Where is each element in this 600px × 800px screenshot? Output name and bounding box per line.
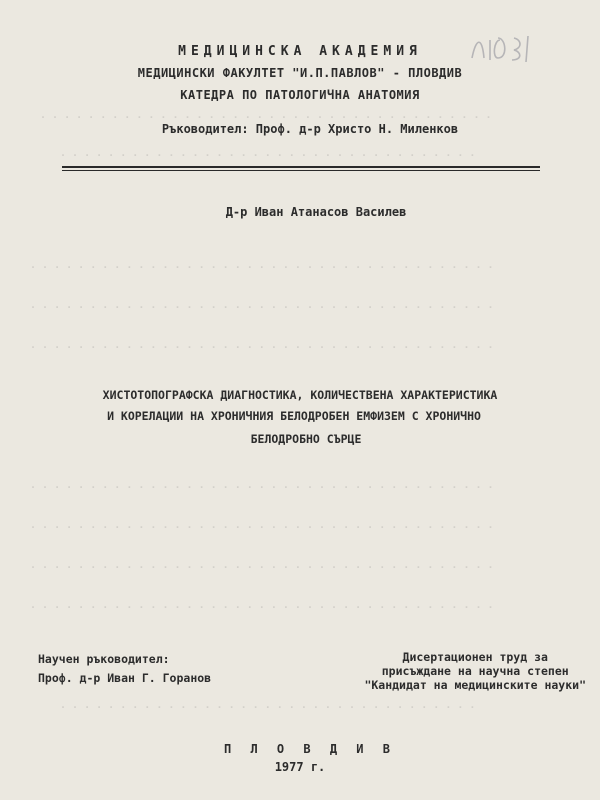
title-line-3: БЕЛОДРОБНО СЪРЦЕ: [250, 432, 362, 446]
title-line-2: И КОРЕЛАЦИИ НА ХРОНИЧНИЯ БЕЛОДРОБЕН ЕМФИЗЕМ С ХРОНИЧНО: [107, 409, 481, 423]
bleed-through-text: . . . . . . . . . . . . . . . . . . . . . . . . . . . . . . . . . . . . . . .: [30, 480, 494, 491]
bleed-through-text: . . . . . . . . . . . . . . . . . . . . . . . . . . . . . . . . . . . . . . .: [30, 520, 494, 531]
bleed-through-text: . . . . . . . . . . . . . . . . . . . . . . . . . . . . . . . . . . . . . . .: [30, 300, 494, 311]
scientific-supervisor: [38, 650, 211, 688]
bleed-through-text: . . . . . . . . . . . . . . . . . . . . . . . . . . . . . . . . . . . . . . .: [30, 560, 494, 571]
dissertation-note: [364, 650, 586, 692]
dissertation-line-2: присъждане на научна степен: [381, 664, 569, 678]
dissertation-line-3: "Кандидат на медицинските науки": [364, 678, 586, 692]
author-name: Д-р Иван Атанасов Василев: [225, 205, 407, 219]
academy-heading: МЕДИЦИНСКА АКАДЕМИЯ: [178, 44, 422, 59]
department-heading: КАТЕДРА ПО ПАТОЛОГИЧНА АНАТОМИЯ: [180, 88, 420, 102]
title-line-1: ХИСТОТОПОГРАФСКА ДИАГНОСТИКА, КОЛИЧЕСТВЕНА ХАРАКТЕРИСТИКА: [102, 388, 498, 402]
bleed-through-text: . . . . . . . . . . . . . . . . . . . . . . . . . . . . . . . . . . . . . . .: [30, 260, 494, 271]
bleed-through-text: . . . . . . . . . . . . . . . . . . . . . . . . . . . . . . . . . . . . . . .: [30, 600, 494, 611]
head-of-department: Ръководител: Проф. д-р Христо Н. Миленков: [161, 122, 459, 136]
faculty-heading: МЕДИЦИНСКИ ФАКУЛТЕТ "И.П.ПАВЛОВ" - ПЛОВДИВ: [137, 66, 463, 80]
bleed-through-text: . . . . . . . . . . . . . . . . . . . . . . . . . . . . . . . . . . .: [60, 148, 476, 159]
bleed-through-text: . . . . . . . . . . . . . . . . . . . . . . . . . . . . . . . . . . . . . .: [40, 110, 492, 121]
year: 1977 г.: [274, 760, 326, 774]
city: П Л О В Д И В: [224, 742, 396, 756]
dissertation-line-1: Дисертационен труд за: [402, 650, 548, 664]
header-divider: [62, 166, 540, 171]
supervisor-name: Проф. д-р Иван Г. Горанов: [38, 671, 212, 685]
bleed-through-text: . . . . . . . . . . . . . . . . . . . . . . . . . . . . . . . . . . . . . . .: [30, 340, 494, 351]
supervisor-label: Научен ръководител:: [38, 652, 170, 666]
bleed-through-text: . . . . . . . . . . . . . . . . . . . . . . . . . . . . . . . . . . .: [60, 700, 476, 711]
